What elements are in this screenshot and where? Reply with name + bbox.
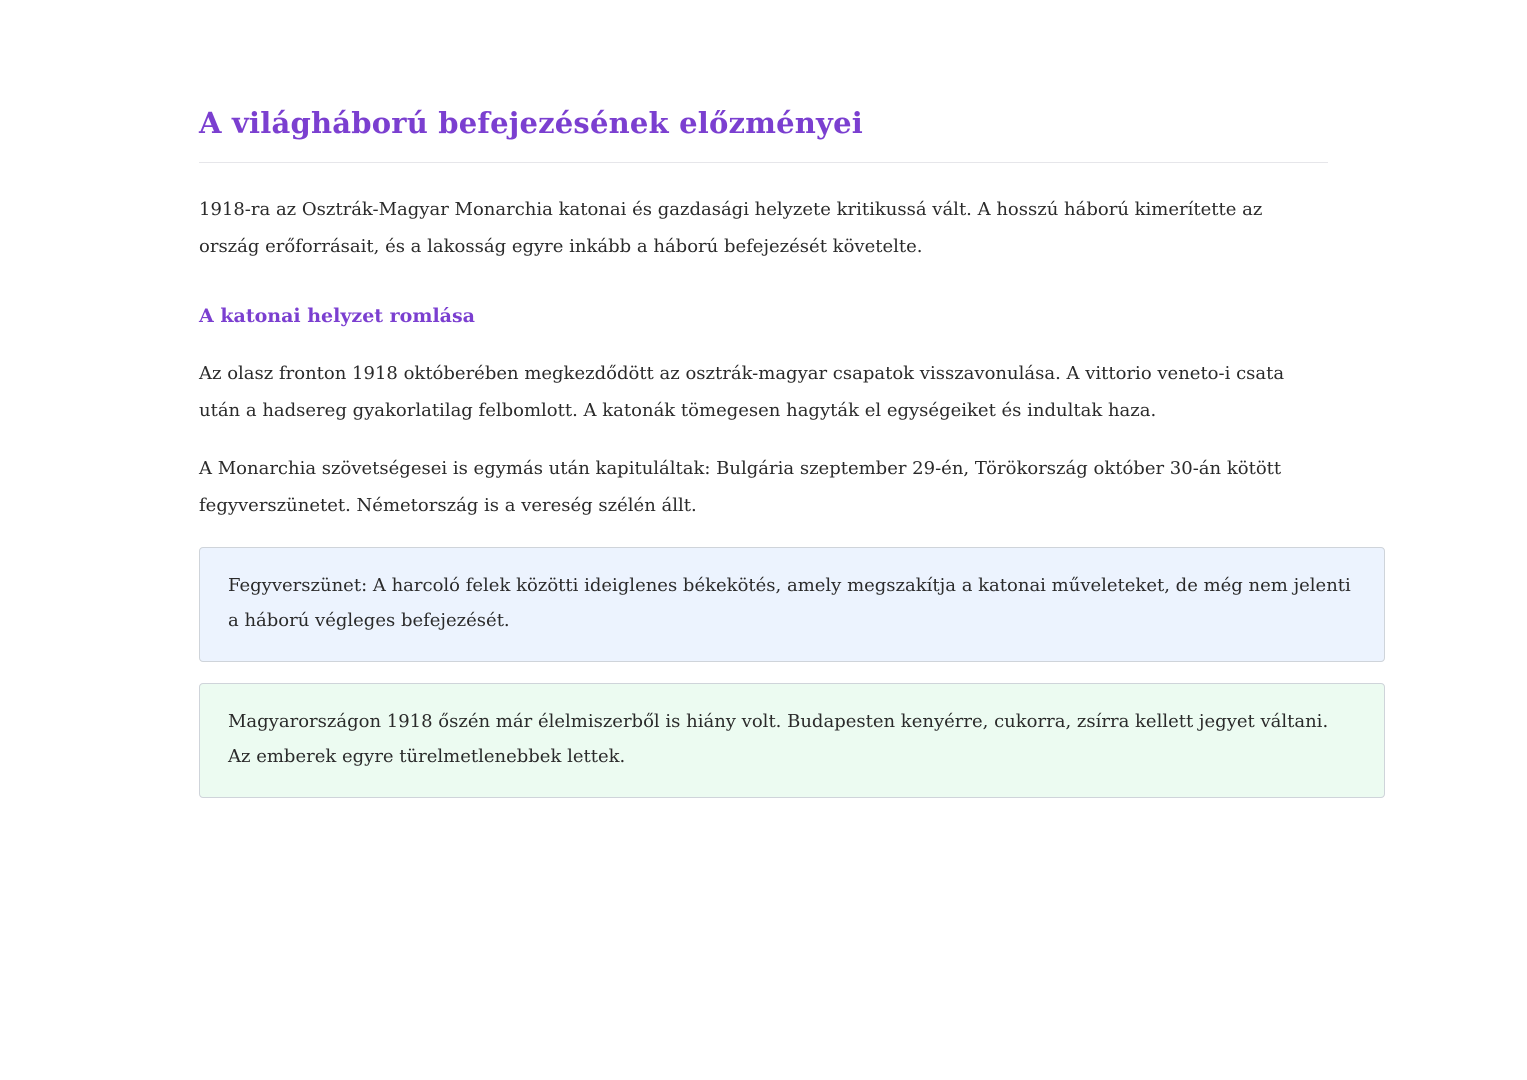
definition-text: Fegyverszünet: A harcoló felek közötti ideiglenes békekötés, amely megszakítja a katonai műveleteket, de még nem jelenti a háború végleges befejezését. (228, 575, 1351, 631)
section-heading: A katonai helyzet romlása (199, 305, 475, 327)
intro-paragraph: 1918-ra az Osztrák-Magyar Monarchia katonai és gazdasági helyzete kritikussá vált. A hosszú háború kimerítette az ország erőforrásait, és a lakosság egyre inkább a háború befejezését követelte. (199, 199, 1263, 257)
page-title: A világháború befejezésének előzményei (199, 106, 863, 140)
title-divider (199, 162, 1328, 163)
definition-box (199, 547, 1385, 662)
section-paragraph: A Monarchia szövetségesei is egymás után kapituláltak: Bulgária szeptember 29-én, Törökország október 30-án kötött fegyverszünetet. Németország is a vereség szélén állt. (199, 458, 1282, 516)
article-content (199, 98, 1385, 798)
fact-text: Magyarországon 1918 őszén már élelmiszerből is hiány volt. Budapesten kenyérre, cukorra, zsírra kellett jegyet váltani. Az emberek egyre türelmetlenebbek lettek. (228, 711, 1329, 767)
section-paragraph: Az olasz fronton 1918 októberében megkezdődött az osztrák-magyar csapatok visszavonulása. A vittorio veneto-i csata után a hadsereg gyakorlatilag felbomlott. A katonák tömegesen hagyták el egységeiket és indultak haza. (199, 363, 1285, 421)
fact-box (199, 683, 1385, 798)
